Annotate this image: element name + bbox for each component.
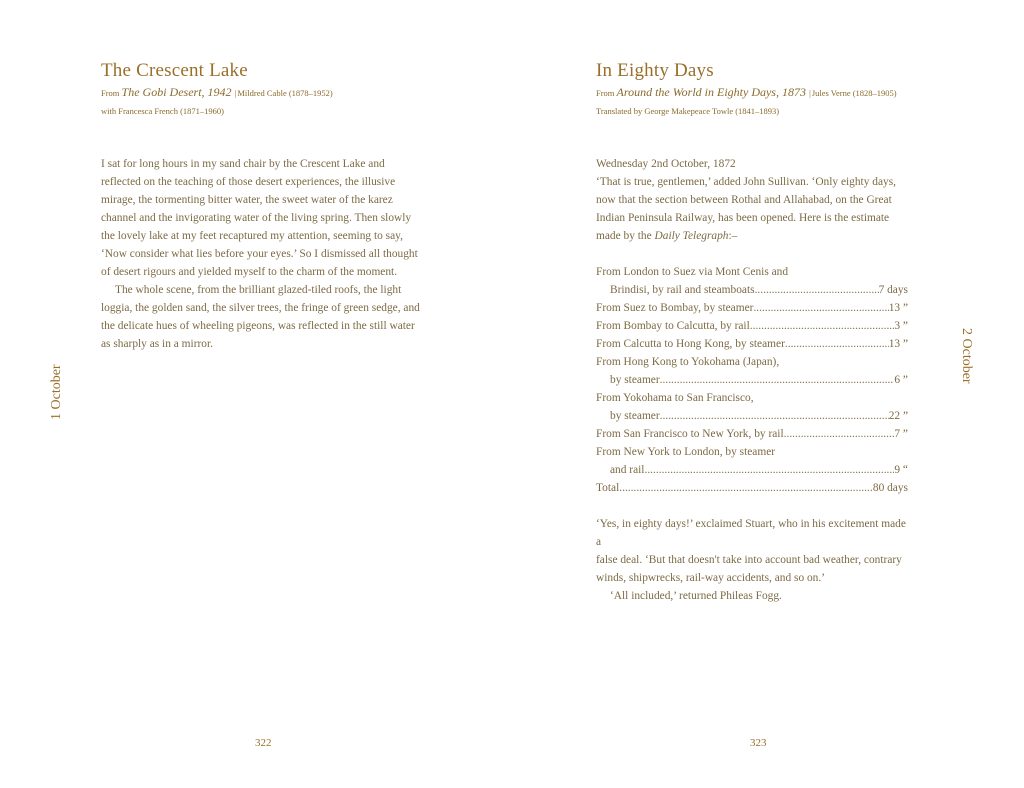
body-line: now that the section between Rothal and Allahabad, on the Great: [596, 194, 892, 206]
body-line: as sharply as in a mirror.: [101, 338, 213, 350]
leader-dots: [755, 281, 879, 299]
leg-label: by steamer: [610, 374, 660, 386]
itinerary-line: From Hong Kong to Yokohama (Japan),: [596, 356, 780, 368]
leader-dots: [785, 335, 889, 353]
leg-duration: 3 ”: [894, 320, 908, 332]
leg-duration: 13 ”: [888, 302, 908, 314]
itinerary-row: [596, 461, 908, 479]
leg-label: From San Francisco to New York, by rail: [596, 428, 784, 440]
leg-label: From Calcutta to Hong Kong, by steamer: [596, 338, 785, 350]
side-date-label: [49, 330, 69, 420]
page-title: The Crescent Lake: [101, 60, 248, 81]
side-date-text: 1 October: [49, 364, 64, 420]
source-line: [596, 85, 897, 100]
body-text: [101, 155, 436, 353]
itinerary-row: [596, 317, 908, 335]
leg-duration: 13 ”: [888, 338, 908, 350]
body-line: ‘Yes, in eighty days!’ exclaimed Stuart, who in his excitement made a: [596, 518, 906, 548]
body-line: The whole scene, from the brilliant glazed-tiled roofs, the light: [115, 284, 402, 296]
leg-label: Brindisi, by rail and steamboats: [610, 284, 755, 296]
leg-duration: 7 days: [878, 284, 908, 296]
book-title: Around the World in Eighty Days, 1873: [616, 85, 806, 99]
side-date-label: 2 October: [959, 328, 974, 384]
separator: |: [809, 88, 811, 98]
leg-duration: 9 “: [894, 464, 908, 476]
leg-label: From Suez to Bombay, by steamer: [596, 302, 754, 314]
body-line: [596, 227, 908, 245]
leg-label: and rail: [610, 464, 645, 476]
itinerary-line: From New York to London, by steamer: [596, 446, 776, 458]
leg-duration: 22 ”: [888, 410, 908, 422]
leader-dots: [660, 407, 889, 425]
body-line: the delicate hues of wheeling pigeons, was reflected in the still water: [101, 320, 415, 332]
leader-dots: [619, 479, 873, 497]
body-line: ‘That is true, gentlemen,’ added John Sullivan. ‘Only eighty days,: [596, 176, 896, 188]
source-line: [101, 85, 333, 100]
leg-label: by steamer: [610, 410, 660, 422]
author: Mildred Cable (1878–1952): [237, 88, 333, 98]
from-label: From: [596, 88, 615, 98]
itinerary-row: [596, 407, 908, 425]
spacer: [596, 245, 908, 263]
itinerary-total-row: [596, 479, 908, 497]
body-line: winds, shipwrecks, rail-way accidents, and so on.’: [596, 572, 826, 584]
body-line: I sat for long hours in my sand chair by the Crescent Lake and: [101, 158, 385, 170]
itinerary-row: [596, 335, 908, 353]
from-label: From: [101, 88, 120, 98]
spacer: [596, 497, 908, 515]
leg-label: From Bombay to Calcutta, by rail: [596, 320, 750, 332]
translator-line: Translated by George Makepeace Towle (1841–1893): [596, 106, 780, 116]
body-line: loggia, the golden sand, the silver trees, the fringe of green sedge, and: [101, 302, 420, 314]
body-line: Indian Peninsula Railway, has been opened. Here is the estimate: [596, 212, 890, 224]
itinerary-line: From Yokohama to San Francisco,: [596, 392, 754, 404]
leg-duration: 7 ”: [894, 428, 908, 440]
itinerary-row: [596, 371, 908, 389]
body-line: ‘All included,’ returned Phileas Fogg.: [610, 590, 782, 602]
body-line: mirage, the tormenting bitter water, the sweet water of the karez: [101, 194, 393, 206]
body-line: the lovely lake at my feet recaptured my attention, seeming to say,: [101, 230, 403, 242]
page-number: 323: [750, 737, 767, 749]
author: Jules Verne (1828–1905): [811, 88, 897, 98]
leader-dots: [750, 317, 895, 335]
leader-dots: [753, 299, 888, 317]
itinerary-row: [596, 299, 908, 317]
text-fragment: made by the: [596, 230, 652, 242]
leader-dots: [660, 371, 895, 389]
itinerary-line: From London to Suez via Mont Cenis and: [596, 266, 789, 278]
date-line: Wednesday 2nd October, 1872: [596, 158, 736, 170]
itinerary-row: [596, 425, 908, 443]
page-title: In Eighty Days: [596, 60, 714, 81]
leader-dots: [644, 461, 894, 479]
body-line: channel and the invigorating water of the living spring. Then slowly: [101, 212, 412, 224]
leg-duration: 6 ”: [894, 374, 908, 386]
total-label: Total: [596, 482, 620, 494]
coauthor-line: with Francesca French (1871–1960): [101, 106, 224, 116]
itinerary-row: [596, 281, 908, 299]
body-line: false deal. ‘But that doesn't take into account bad weather, contrary: [596, 554, 902, 566]
book-title: The Gobi Desert, 1942: [121, 85, 232, 99]
body-line: ‘Now consider what lies before your eyes.’ So I dismissed all thought: [101, 248, 418, 260]
total-duration: 80 days: [872, 482, 908, 494]
leader-dots: [784, 425, 895, 443]
body-line: of desert rigours and yielded myself to the charm of the moment.: [101, 266, 398, 278]
body-text: [596, 155, 908, 605]
text-fragment: :–: [728, 230, 738, 242]
newspaper-name: Daily Telegraph: [654, 230, 729, 242]
separator: |: [234, 88, 237, 98]
body-line: reflected on the teaching of those desert experiences, the illusive: [101, 176, 396, 188]
page-number: 322: [255, 737, 272, 749]
